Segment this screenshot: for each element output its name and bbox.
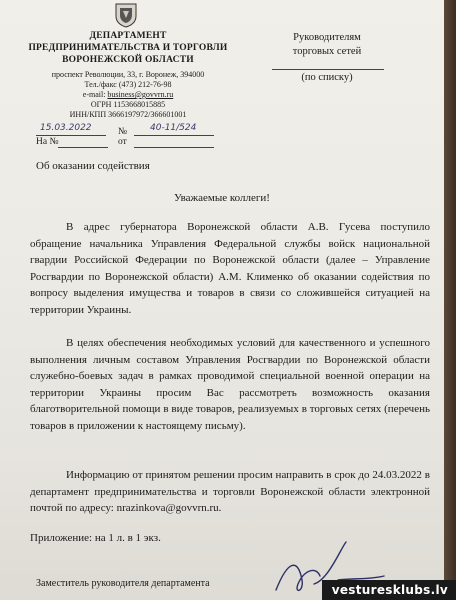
signer-title: Заместитель руководителя департамента <box>36 578 210 589</box>
page-edge-shadow <box>444 0 456 600</box>
letter-greeting: Уважаемые коллеги! <box>174 192 270 204</box>
body-paragraph-2: В целях обеспечения необходимых условий для качественного и успешного выполнения личным составом Управления Росгвардии по Воронежской области служебно-боевых задач в рамках проводимой специальной военной операции на территории Украины просим Вас рассмотреть возможность оказания благотворительной помощи в виде товаров, реализуемых в торговых сетях (перечень товаров в приложении к настоящему письму). <box>30 337 430 432</box>
reference-number-underline <box>58 147 108 148</box>
registration-date: 15.03.2022 <box>40 123 92 133</box>
sender-address: проспект Революции, 33, г. Воронеж, 394000 <box>51 70 205 79</box>
coat-of-arms-emblem <box>112 2 140 28</box>
sender-department-line2: ПРЕДПРИНИМАТЕЛЬСТВА И ТОРГОВЛИ <box>28 43 228 53</box>
sender-department-line1: ДЕПАРТАМЕНТ <box>89 31 167 41</box>
recipient-line1: Руководителям <box>293 32 361 43</box>
registration-number-sign: № <box>118 127 128 137</box>
date-underline <box>36 135 106 136</box>
recipient-line2: торговых сетей <box>292 46 362 57</box>
body-paragraph-1: В адрес губернатора Воронежской области А.В. Гусева поступило обращение начальника Управления Федеральной службы войск национальной гвардии Российской Федерации по Воронежской области (далее – Управление Росгвардии по Воронежской области) А.М. Клименко об оказании содействия по вопросу выделения имущества и товаров в связи со сложившейся ситуацией на территории Украины. <box>30 221 430 316</box>
letter-subject: Об оказании содействия <box>36 160 150 172</box>
sender-email-row <box>0 90 256 99</box>
recipient-line3: (по списку) <box>301 72 353 83</box>
registration-number: 40-11/524 <box>150 123 197 133</box>
sender-department-line3: ВОРОНЕЖСКОЙ ОБЛАСТИ <box>62 55 194 65</box>
sender-phone: Тел./факс (473) 212-76-98 <box>84 80 172 89</box>
reference-date-label: от <box>118 137 127 147</box>
sender-inn-kpp: ИНН/КПП 3666197972/366601001 <box>69 110 187 119</box>
sender-ogrn: ОГРН 1153668015885 <box>90 100 166 109</box>
body-paragraph-3: Информацию от принятом решении просим направить в срок до 24.03.2022 в департамент предпринимательства и торговли Воронежской области электронной почтой по адресу: nrazinkova@govvrn.ru. <box>30 469 430 515</box>
reference-number-label: На № <box>36 137 59 147</box>
sender-email-label: e-mail: <box>82 90 106 99</box>
reference-date-underline <box>134 147 214 148</box>
attachment-note: Приложение: на 1 л. в 1 экз. <box>30 532 161 544</box>
number-underline <box>134 135 214 136</box>
sender-email-link[interactable]: business@govvrn.ru <box>107 90 174 99</box>
watermark-label: vesturesklubs.lv <box>322 580 456 600</box>
recipient-underline <box>272 69 384 70</box>
